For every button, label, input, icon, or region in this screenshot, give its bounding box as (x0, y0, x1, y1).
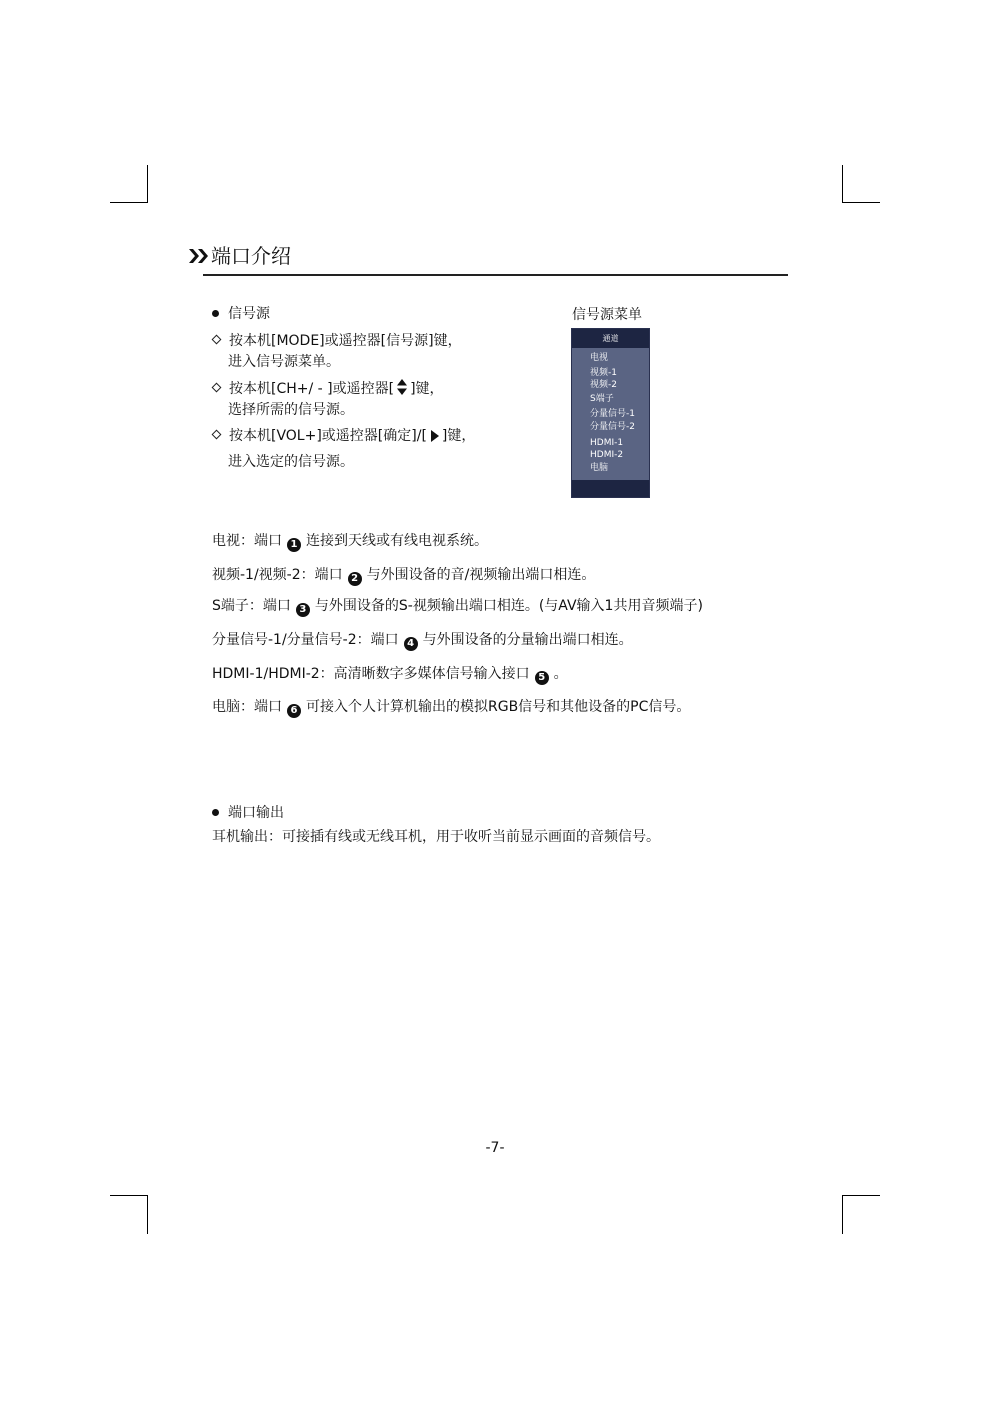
port-text: 与外围设备的分量输出端口相连。 (422, 632, 633, 648)
page-number: -7- (485, 1140, 505, 1156)
double-chevron-icon (189, 249, 209, 263)
menu-item-component-2: 分量信号-2 (590, 422, 635, 432)
step-1-line-2: 进入信号源菜单。 (228, 354, 340, 370)
port-text: 可接入个人计算机输出的模拟RGB信号和其他设备的PC信号。 (306, 699, 691, 715)
port-label: 分量信号-1/分量信号-2：端口 (212, 632, 399, 648)
port-number-badge: 4 (404, 637, 418, 651)
bullet-dot (212, 809, 219, 816)
crop-mark-bottom-left-vertical (147, 1195, 148, 1234)
step-3-text-after: ]键， (441, 428, 476, 444)
menu-item-component-1: 分量信号-1 (590, 409, 635, 419)
port-description (212, 631, 633, 651)
step-2-text-after: ]键， (410, 381, 444, 397)
menu-item-video-2: 视频-2 (590, 380, 617, 390)
port-label: S端子：端口 (212, 598, 291, 614)
crop-mark-bottom-right-vertical (842, 1195, 843, 1234)
crop-mark-bottom-left-horizontal (110, 1195, 148, 1196)
bullet-diamond (212, 430, 222, 440)
port-text: 与外围设备的音/视频输出端口相连。 (366, 567, 596, 583)
port-description (212, 698, 690, 718)
menu-item-pc: 电脑 (590, 463, 609, 473)
port-number-badge: 6 (287, 704, 301, 718)
crop-mark-top-left-horizontal (110, 202, 148, 203)
step-3-line-1 (212, 427, 475, 445)
right-triangle-icon (430, 430, 439, 442)
up-down-arrow-icon (397, 379, 407, 395)
port-number-badge: 5 (535, 671, 549, 685)
port-description (212, 597, 703, 617)
step-1-line-1 (212, 332, 462, 350)
step-2-text-before: 按本机[CH+/ - ]或遥控器[ (229, 381, 395, 397)
crop-mark-bottom-right-horizontal (842, 1195, 880, 1196)
port-text: 。 (553, 666, 568, 682)
step-2-line-1 (212, 379, 444, 398)
crop-mark-top-left-vertical (147, 165, 148, 203)
menu-item-video-1: 视频-1 (590, 368, 617, 378)
menu-item-hdmi-1: HDMI-1 (590, 438, 624, 448)
port-output-text: 耳机输出：可接插有线或无线耳机，用于收听当前显示画面的音频信号。 (212, 829, 660, 845)
crop-mark-top-right-vertical (842, 165, 843, 203)
signal-source-heading-text: 信号源 (228, 306, 270, 322)
bullet-diamond (212, 335, 222, 345)
port-description (212, 532, 488, 552)
step-3-line-2: 进入选定的信号源。 (228, 454, 354, 470)
port-description (212, 665, 568, 685)
page-title: 端口介绍 (211, 244, 291, 268)
menu-item-tv: 电视 (590, 353, 609, 363)
bullet-dot (212, 310, 219, 317)
port-number-badge: 1 (287, 538, 301, 552)
port-description (212, 566, 595, 586)
step-1-text: 按本机[MODE]或遥控器[信号源]键， (229, 333, 462, 349)
step-3-text-before: 按本机[VOL+]或遥控器[确定]/[ (229, 428, 427, 444)
title-underline (203, 274, 788, 276)
port-label: 视频-1/视频-2：端口 (212, 567, 343, 583)
source-menu-panel (571, 328, 650, 498)
port-number-badge: 3 (296, 603, 310, 617)
port-text: 与外围设备的S-视频输出端口相连。(与AV输入1共用音频端子) (314, 598, 703, 614)
port-number-badge: 2 (348, 572, 362, 586)
port-output-heading (212, 804, 284, 822)
port-text: 连接到天线或有线电视系统。 (306, 533, 488, 549)
port-label: HDMI-1/HDMI-2：高清晰数字多媒体信号输入接口 (212, 666, 530, 682)
crop-mark-top-right-horizontal (842, 202, 880, 203)
menu-item-s-video: S端子 (590, 394, 614, 404)
port-output-heading-text: 端口输出 (228, 805, 284, 821)
step-2-line-2: 选择所需的信号源。 (228, 402, 354, 418)
source-menu-footer (572, 480, 649, 497)
menu-item-hdmi-2: HDMI-2 (590, 450, 624, 460)
bullet-diamond (212, 383, 222, 393)
signal-source-heading (212, 305, 270, 323)
source-menu-header: 通道 (572, 329, 649, 348)
section-title (189, 243, 291, 269)
port-label: 电脑：端口 (212, 699, 282, 715)
source-menu-caption: 信号源菜单 (572, 307, 642, 323)
port-label: 电视：端口 (212, 533, 282, 549)
